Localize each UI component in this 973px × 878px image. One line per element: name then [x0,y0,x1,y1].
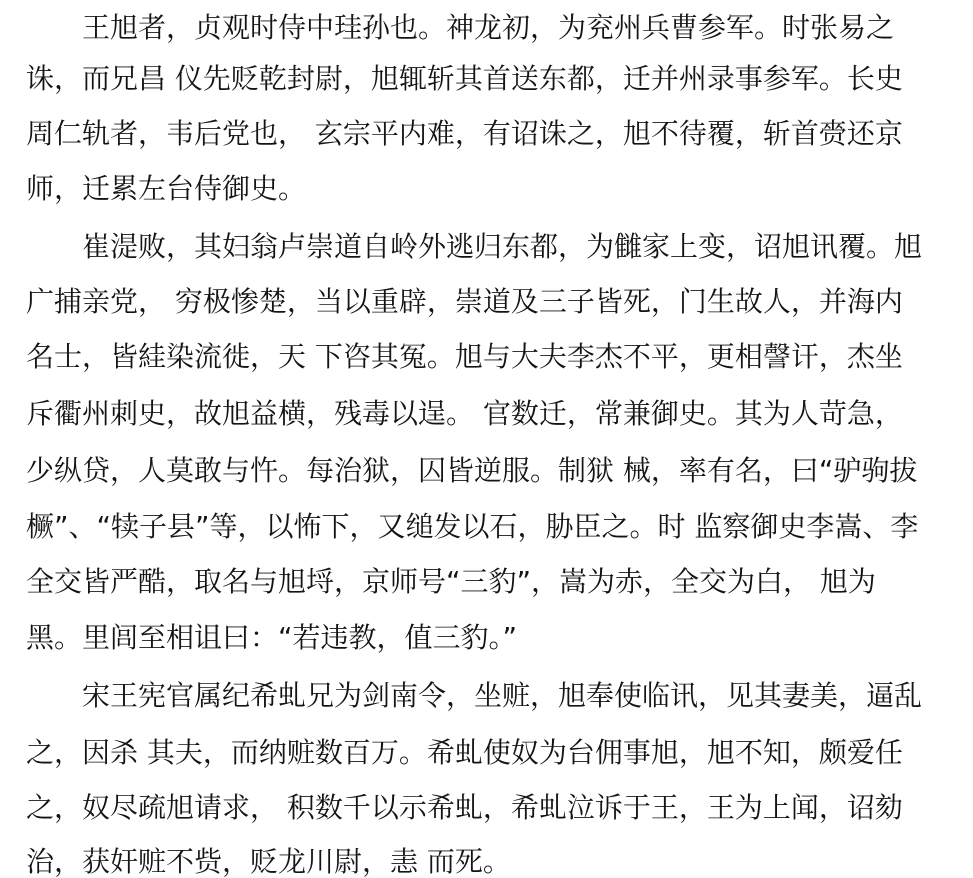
text-line: 广捕亲党， 穷极惨楚，当以重辟，崇道及三子皆死，门生故人，并海内 [26,285,903,318]
text-line: 宋王宪官属纪希虬兄为剑南令，坐赃，旭奉使临讯，见其妻美，逼乱 [82,679,923,712]
text-line: 崔湜败，其妇翁卢崇道自岭外逃归东都，为雠家上变，诏旭讯覆。旭 [82,230,923,263]
text-line: 诛，而兄昌 仪先贬乾封尉，旭辄斩其首送东都，迁并州录事参军。长史 [26,62,903,95]
text-line: 师，迁累左台侍御史。 [26,172,307,205]
text-line: 黑。里闾至相诅曰：“若违教，值三豹。” [26,621,518,654]
text-line: 治，获奸赃不赀，贬龙川尉，恚 而死。 [26,845,511,878]
text-line: 少纵贷，人莫敢与忤。每治狱，囚皆逆服。制狱 械，率有名，曰“驴驹拔 [26,454,918,487]
text-line: 周仁轨者，韦后党也， 玄宗平内难，有诏诛之，旭不待覆，斩首赍还京 [26,117,903,150]
text-line: 橛”、“犊子县”等，以怖下，又缒发以石，胁臣之。时 监察御史李嵩、李 [26,510,919,543]
text-line: 名士，皆絓染流徙，天 下咨其冤。旭与大夫李杰不平，更相謦讦，杰坐 [26,340,903,373]
text-line: 之，因杀 其夫，而纳赃数百万。希虬使奴为台佣事旭，旭不知，颇爱任 [26,736,903,769]
text-line: 全交皆严酷，取名与旭埒，京师号“三豹”，嵩为赤，全交为白， 旭为 [26,565,876,598]
text-line: 斥衢州刺史，故旭益横，残毒以逞。 官数迁，常兼御史。其为人苛急， [26,397,903,430]
text-line: 之，奴尽疏旭请求， 积数千以示希虬，希虬泣诉于王，王为上闻，诏劾 [26,791,903,824]
text-line: 王旭者，贞观时侍中珪孙也。神龙初，为兖州兵曹参军。时张易之 [82,11,895,44]
